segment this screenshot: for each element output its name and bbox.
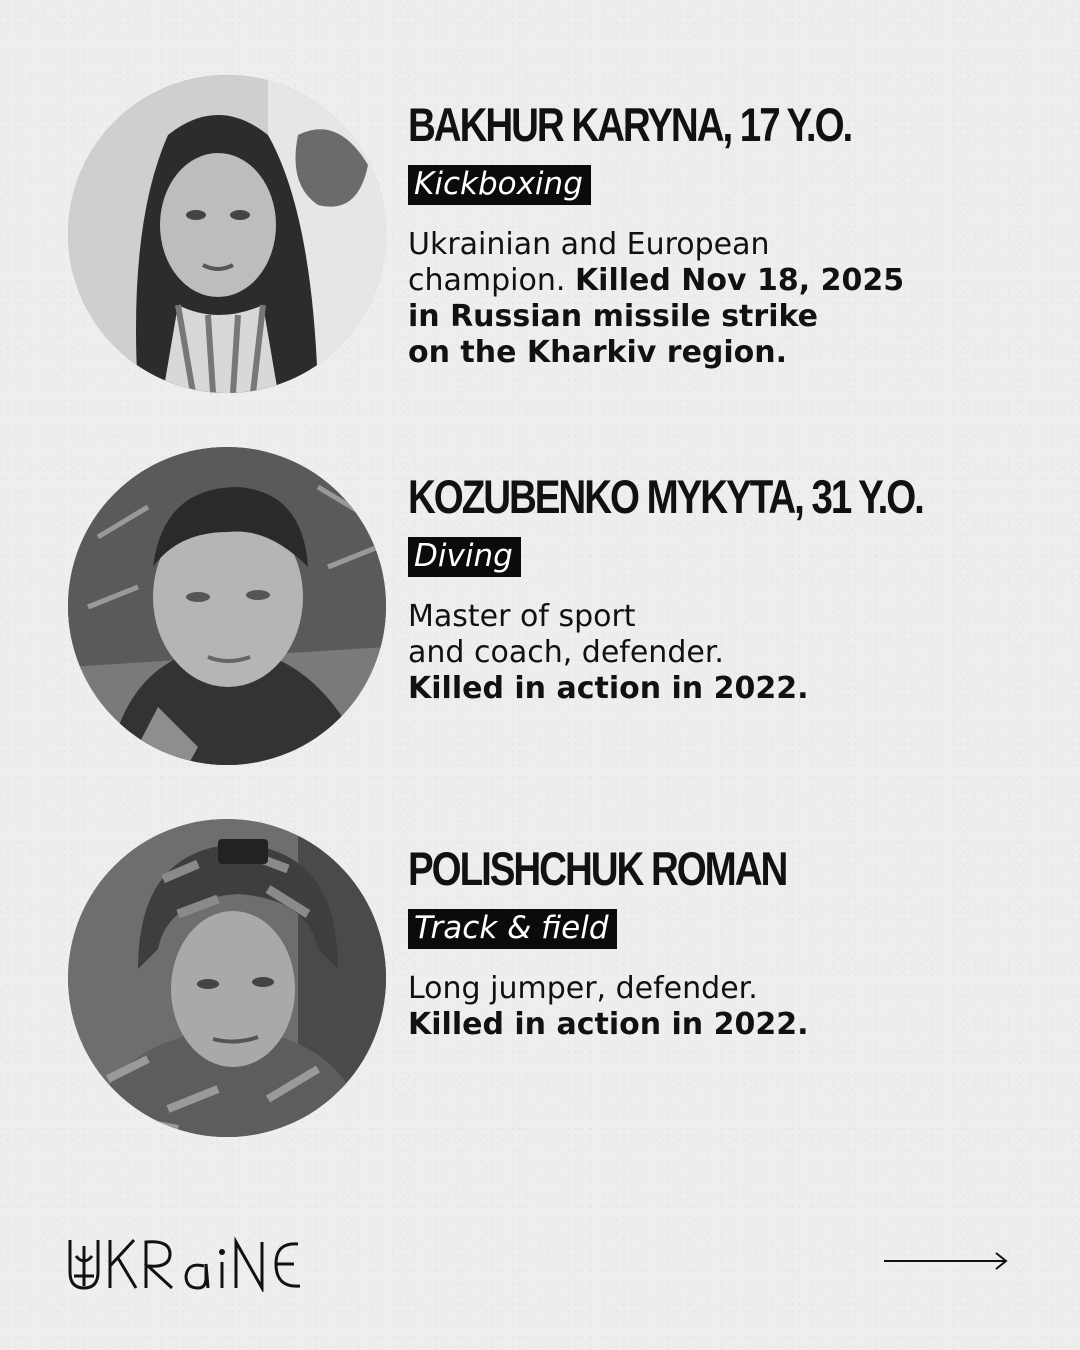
athlete-name: POLISHCHUK ROMAN: [408, 842, 787, 895]
athlete-info-2: [408, 447, 1048, 707]
portrait-man-image: [68, 447, 386, 765]
description-line: Killed in action in 2022.: [408, 1007, 809, 1042]
athlete-info-1: [408, 75, 1048, 371]
description-line: champion. Killed Nov 18, 2025: [408, 263, 905, 298]
athlete-photo-3: [68, 819, 386, 1137]
description-line: Master of sport: [408, 599, 636, 634]
athlete-description: [408, 599, 1028, 707]
description-line: in Russian missile strike: [408, 299, 818, 334]
ukraine-logo: [66, 1232, 316, 1292]
arrow-right-icon[interactable]: [884, 1250, 1009, 1272]
athlete-photo-2: [68, 447, 386, 765]
sport-label: Kickboxing: [408, 165, 591, 205]
portrait-woman-image: [68, 75, 386, 393]
sport-label: Track & field: [408, 909, 617, 949]
description-line: Ukrainian and European: [408, 227, 770, 262]
footer: [0, 1220, 1080, 1300]
athlete-description: [408, 227, 1028, 371]
athlete-description: [408, 971, 1028, 1043]
athlete-name: KOZUBENKO MYKYTA, 31 Y.O.: [408, 470, 923, 523]
portrait-soldier-image: [68, 819, 386, 1137]
description-line: on the Kharkiv region.: [408, 335, 788, 370]
description-line: Killed in action in 2022.: [408, 671, 809, 706]
athlete-photo-1: [68, 75, 386, 393]
athlete-info-3: [408, 819, 1048, 1043]
description-line: Long jumper, defender.: [408, 971, 758, 1006]
sport-label: Diving: [408, 537, 521, 577]
description-line: and coach, defender.: [408, 635, 724, 670]
athlete-name: BAKHUR KARYNA, 17 Y.O.: [408, 98, 852, 151]
